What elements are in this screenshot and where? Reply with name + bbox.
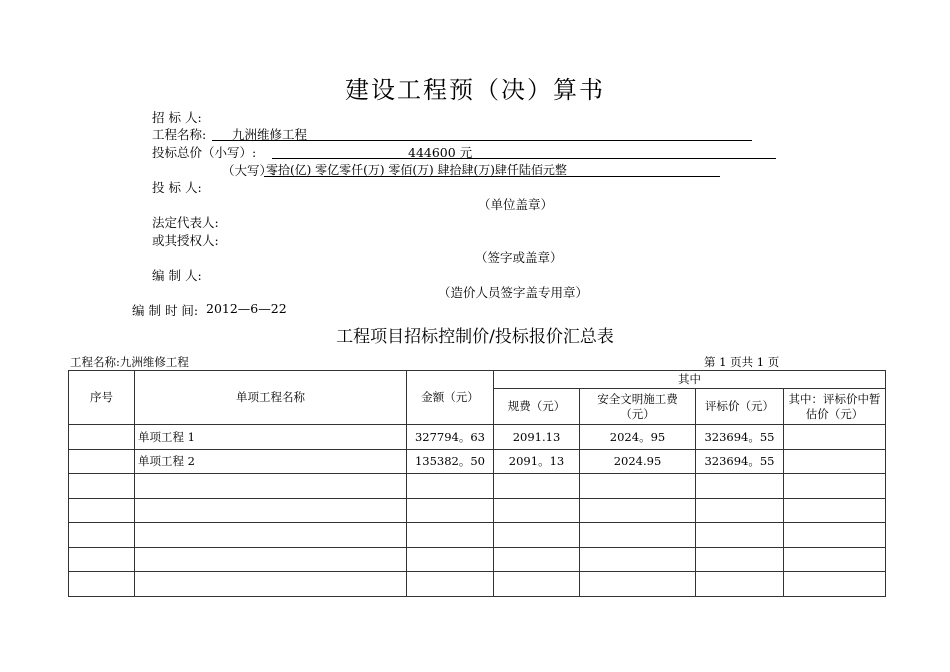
header-eval-estimate: 其中：评标价中暂估价（元） <box>784 389 886 425</box>
cell-eval <box>696 523 784 548</box>
header-amount: 金额（元） <box>407 371 494 425</box>
cell-amount <box>407 523 494 548</box>
header-among: 其中 <box>494 371 886 389</box>
total-small-underline <box>272 143 776 159</box>
cell-amount <box>407 572 494 597</box>
header-item-name: 单项工程名称 <box>135 371 407 425</box>
legal-rep-label: 法定代表人: <box>152 215 219 230</box>
cell-eval <box>696 498 784 523</box>
cell-estimate <box>784 572 886 597</box>
tenderee-label: 招 标 人: <box>152 110 202 125</box>
project-name-label: 工程名称: <box>152 127 207 142</box>
authorized-label: 或其授权人: <box>152 233 219 248</box>
total-big-value: 零拾(亿) 零亿零仟(万) 零佰(万) 肆拾肆(万)肆仟陆佰元整 <box>266 163 567 177</box>
project-name-value: 九洲维修工程 <box>232 127 308 142</box>
cell-estimate <box>784 498 886 523</box>
header-eval: 评标价（元） <box>696 389 784 425</box>
cell-name <box>135 498 407 523</box>
cell-amount <box>407 474 494 499</box>
cell-safety: 2024。95 <box>580 425 696 450</box>
table-row <box>69 498 886 523</box>
cell-estimate <box>784 547 886 572</box>
cell-eval <box>696 572 784 597</box>
compile-time-label: 编 制 时 间: <box>132 303 199 318</box>
table-row <box>69 547 886 572</box>
cell-estimate <box>784 449 886 474</box>
total-small-value: 444600 元 <box>408 145 473 160</box>
table-row <box>69 572 886 597</box>
cell-fees <box>494 547 580 572</box>
cell-amount <box>407 498 494 523</box>
cell-index <box>69 547 135 572</box>
cell-estimate <box>784 523 886 548</box>
header-fees: 规费（元） <box>494 389 580 425</box>
cell-fees <box>494 498 580 523</box>
cell-name: 单项工程 2 <box>135 449 407 474</box>
cell-amount <box>407 547 494 572</box>
cell-index <box>69 498 135 523</box>
cell-eval: 323694。55 <box>696 449 784 474</box>
page-info: 第 1 页共 1 页 <box>704 355 780 369</box>
header-index: 序号 <box>69 371 135 425</box>
cell-safety <box>580 572 696 597</box>
cell-name: 单项工程 1 <box>135 425 407 450</box>
cost-seal-note: （造价人员签字盖专用章） <box>438 285 589 300</box>
cell-eval: 323694。55 <box>696 425 784 450</box>
table-row <box>69 523 886 548</box>
cell-estimate <box>784 474 886 499</box>
cell-amount: 135382。50 <box>407 449 494 474</box>
summary-project-label: 工程名称:九洲维修工程 <box>70 355 189 369</box>
cell-fees <box>494 474 580 499</box>
table-row <box>69 474 886 499</box>
cell-estimate <box>784 425 886 450</box>
cell-safety: 2024.95 <box>580 449 696 474</box>
cell-name <box>135 523 407 548</box>
cell-index <box>69 572 135 597</box>
cell-safety <box>580 547 696 572</box>
cell-fees <box>494 572 580 597</box>
cell-name <box>135 572 407 597</box>
cell-eval <box>696 547 784 572</box>
summary-title: 工程项目招标控制价/投标报价汇总表 <box>336 327 614 347</box>
cell-fees: 2091.13 <box>494 425 580 450</box>
cell-amount: 327794。63 <box>407 425 494 450</box>
cell-fees: 2091。13 <box>494 449 580 474</box>
cell-fees <box>494 523 580 548</box>
cell-index <box>69 523 135 548</box>
cell-safety <box>580 474 696 499</box>
header-safety: 安全文明施工费（元） <box>580 389 696 425</box>
total-big-label: （大写）: <box>222 163 277 178</box>
compiler-label: 编 制 人: <box>152 268 202 283</box>
total-small-label: 投标总价（小写）: <box>152 145 257 160</box>
cell-index <box>69 425 135 450</box>
summary-table <box>68 370 886 597</box>
table-row <box>69 425 886 450</box>
cell-name <box>135 474 407 499</box>
compile-time-value: 2012—6—22 <box>206 301 287 316</box>
document-title: 建设工程预（决）算书 <box>345 76 605 104</box>
cell-safety <box>580 498 696 523</box>
cell-safety <box>580 523 696 548</box>
cell-eval <box>696 474 784 499</box>
bidder-label: 投 标 人: <box>152 180 202 195</box>
unit-seal-note: （单位盖章） <box>478 197 554 212</box>
sign-seal-note: （签字或盖章） <box>475 250 563 265</box>
cell-index <box>69 474 135 499</box>
cell-index <box>69 449 135 474</box>
cell-name <box>135 547 407 572</box>
table-row <box>69 449 886 474</box>
